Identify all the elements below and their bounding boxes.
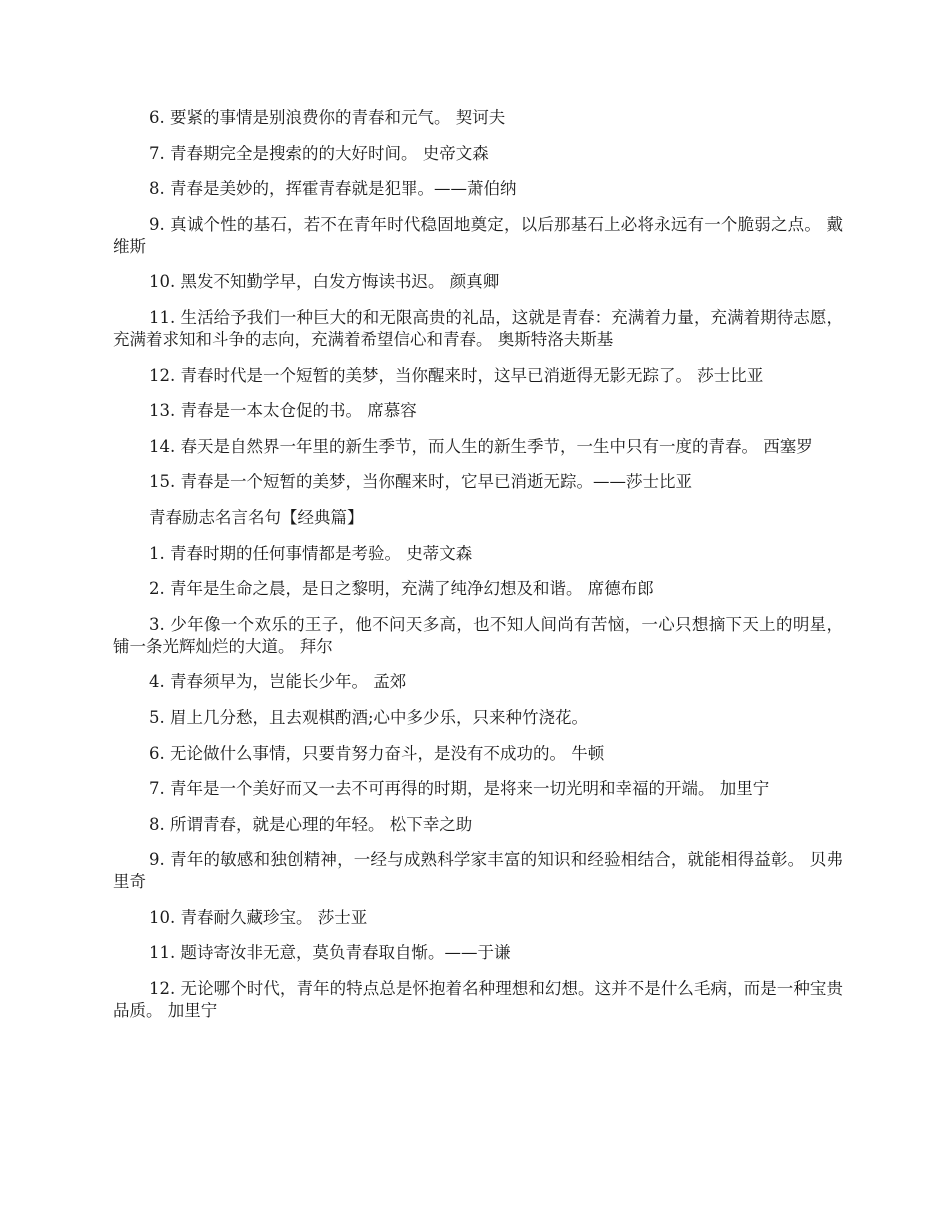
quote-paragraph: 13. 青春是一本太仓促的书。 席慕容 <box>149 401 417 421</box>
quote-paragraph: 4. 青春须早为，岂能长少年。 孟郊 <box>149 672 407 692</box>
quote-paragraph: 3. 少年像一个欢乐的王子，他不问天多高，也不知人间尚有苦恼，一心只想摘下天上的明星，铺一条光辉灿烂的大道。 拜尔 <box>113 614 843 656</box>
quote-paragraph: 9. 青年的敏感和独创精神，一经与成熟科学家丰富的知识和经验相结合，就能相得益彰。 贝弗里奇 <box>113 850 843 892</box>
quote-paragraph: 1. 青春时期的任何事情都是考验。 史蒂文森 <box>149 543 473 563</box>
quote-paragraph: 7. 青春期完全是搜索的的大好时间。 史帝文森 <box>149 143 489 163</box>
quote-paragraph: 11. 生活给予我们一种巨大的和无限高贵的礼品，这就是青春：充满着力量，充满着期待志愿，充满着求知和斗争的志向，充满着希望信心和青春。 奥斯特洛夫斯基 <box>113 307 843 349</box>
document-body <box>113 107 843 1036</box>
quote-paragraph: 15. 青春是一个短暂的美梦，当你醒来时，它早已消逝无踪。——莎士比亚 <box>149 472 692 492</box>
quote-paragraph: 9. 真诚个性的基石，若不在青年时代稳固地奠定，以后那基石上必将永远有一个脆弱之点。 戴维斯 <box>113 214 843 256</box>
quote-paragraph: 7. 青年是一个美好而又一去不可再得的时期，是将来一切光明和幸福的开端。 加里宁 <box>149 779 770 799</box>
quote-paragraph: 10. 青春耐久藏珍宝。 莎士亚 <box>149 907 368 927</box>
quote-paragraph: 5. 眉上几分愁，且去观棋酌酒;心中多少乐，只来种竹浇花。 <box>149 707 589 727</box>
quote-paragraph: 12. 无论哪个时代，青年的特点总是怀抱着名种理想和幻想。这并不是什么毛病，而是一种宝贵品质。 加里宁 <box>113 979 843 1021</box>
quote-paragraph: 8. 青春是美妙的，挥霍青春就是犯罪。——萧伯纳 <box>149 179 517 199</box>
quote-paragraph: 12. 青春时代是一个短暂的美梦，当你醒来时，这早已消逝得无影无踪了。 莎士比亚 <box>149 365 764 385</box>
quote-paragraph: 6. 要紧的事情是别浪费你的青春和元气。 契诃夫 <box>149 108 506 127</box>
quote-paragraph: 10. 黑发不知勤学早，白发方悔读书迟。 颜真卿 <box>149 272 500 292</box>
quote-paragraph: 11. 题诗寄汝非无意，莫负青春取自惭。——于谦 <box>149 943 511 963</box>
section-heading: 青春励志名言名句【经典篇】 <box>149 507 364 527</box>
quote-paragraph: 2. 青年是生命之晨，是日之黎明，充满了纯净幻想及和谐。 席德布郎 <box>149 579 654 599</box>
quote-paragraph: 14. 春天是自然界一年里的新生季节，而人生的新生季节，一生中只有一度的青春。 西塞罗 <box>149 436 813 456</box>
quote-paragraph: 6. 无论做什么事情，只要肯努力奋斗，是没有不成功的。 牛顿 <box>149 743 605 763</box>
quote-paragraph: 8. 所谓青春，就是心理的年轻。 松下幸之助 <box>149 814 473 834</box>
